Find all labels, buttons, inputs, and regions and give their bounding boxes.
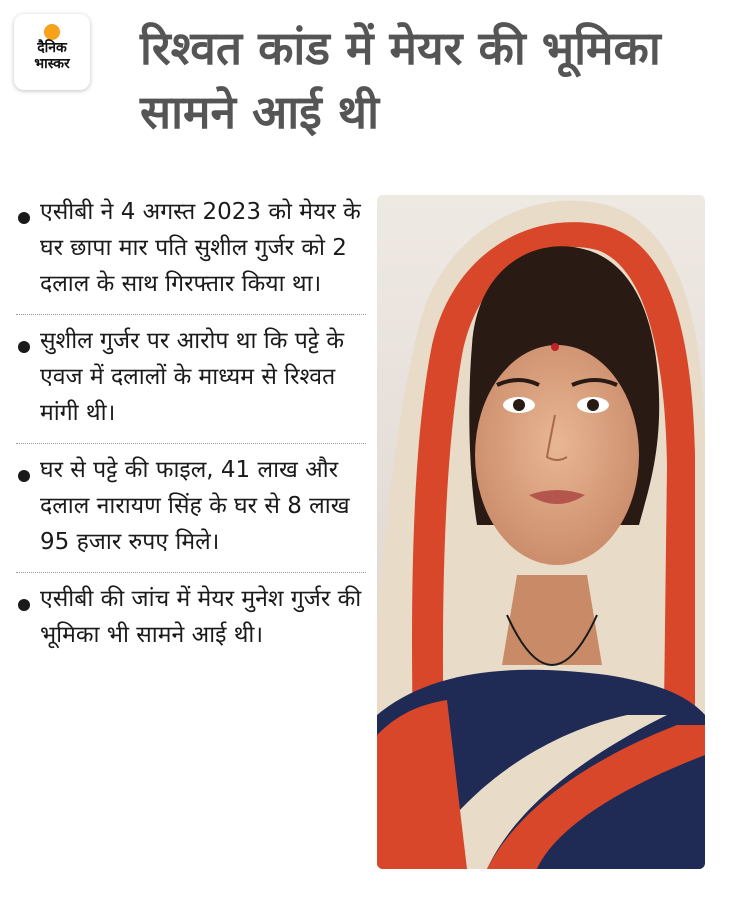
bullet-list (16, 186, 366, 665)
list-item (16, 444, 366, 573)
portrait-illustration (377, 195, 705, 869)
bullet-dot-icon (18, 599, 30, 611)
bullet-dot-icon (18, 341, 30, 353)
logo-text-line1: दैनिक (37, 40, 67, 56)
headline: रिश्वत कांड में मेयर की भूमिका सामने आई थी (140, 21, 661, 139)
brand-logo (14, 14, 90, 90)
bullet-dot-icon (18, 470, 30, 482)
bullet-text: सुशील गुर्जर पर आरोप था कि पट्टे के एवज में दलालों के माध्यम से रिश्वत मांगी थी। (40, 328, 344, 426)
bullet-text: एसीबी ने 4 अगस्त 2023 को मेयर के घर छापा मार पति सुशील गुर्जर को 2 दलाल के साथ गिरफ्तार किया था। (40, 199, 361, 297)
list-item (16, 573, 366, 665)
bullet-text: एसीबी की जांच में मेयर मुनेश गुर्जर की भूमिका भी सामने आई थी। (40, 586, 362, 648)
bullet-dot-icon (18, 212, 30, 224)
sun-icon (44, 24, 60, 40)
portrait-photo (377, 195, 705, 869)
bullet-text: घर से पट्टे की फाइल, 41 लाख और दलाल नारायण सिंह के घर से 8 लाख 95 हजार रुपए मिले। (40, 457, 350, 555)
list-item (16, 315, 366, 444)
logo-text-line2: भास्कर (34, 56, 70, 72)
list-item (16, 186, 366, 315)
